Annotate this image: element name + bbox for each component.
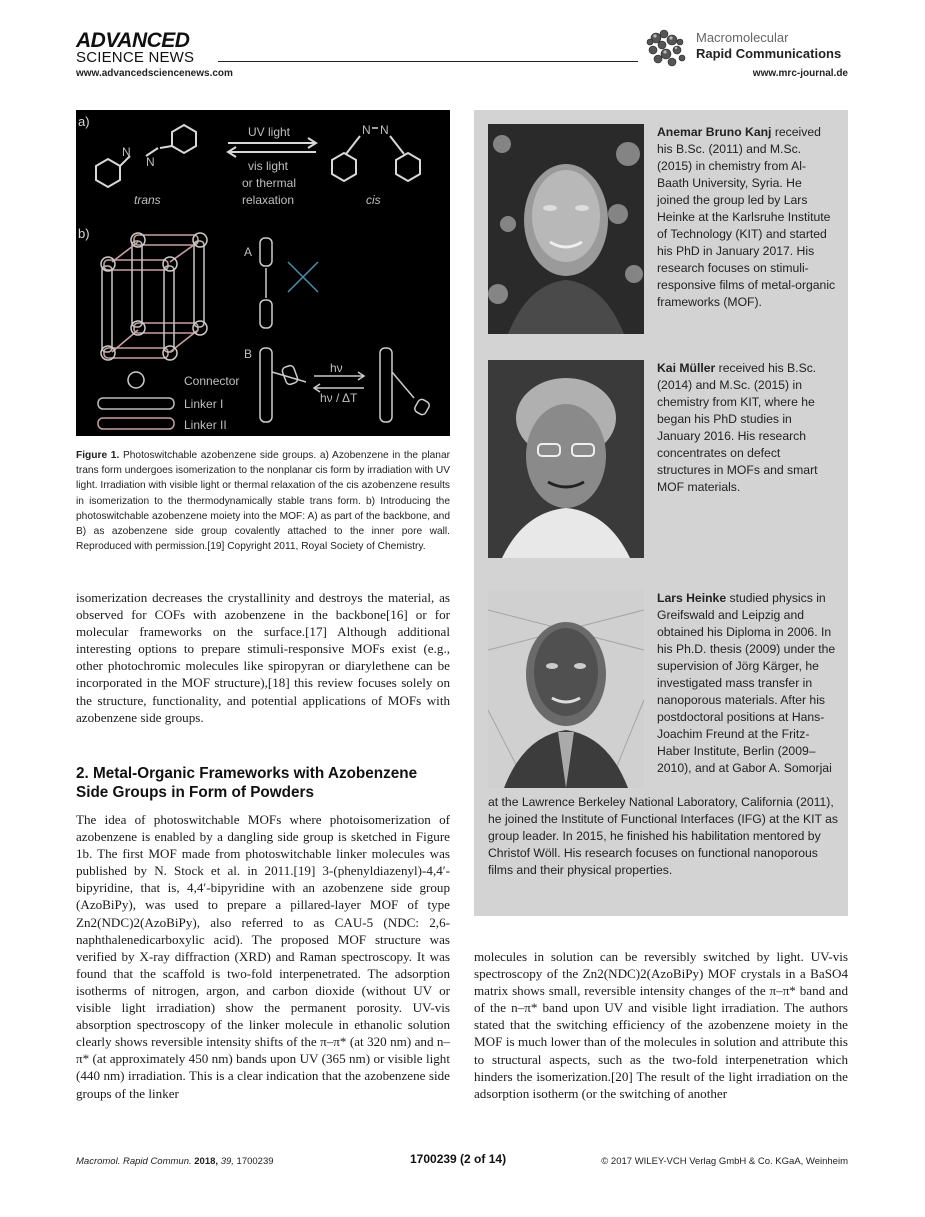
footer-citation-volume: 39, — [220, 1156, 234, 1167]
hv-label: hν — [330, 361, 343, 375]
publisher-logo — [76, 30, 194, 65]
bio-heinke-continued: at the Lawrence Berkeley National Laboratory, California (2011), he joined the Institute of Functional Interfaces (IFG) at the KIT as group leader. In 2015, he finished his habilitation mentored by Christof Wöll. His research focuses on functional nanoporous films and their physical properties. — [488, 795, 839, 877]
bio-kanj-text: received his B.Sc. (2011) and M.Sc. (2015) in chemistry from Al-Baath University, Syria. He joined the group led by Lars Heinke at the Karlsruhe Institute of Technology (KIT) and started his PhD in January 2017. His research focuses on stimuli-responsive films of metal-organic frameworks (MOF). — [657, 125, 836, 309]
footer-copyright: © 2017 WILEY-VCH Verlag GmbH & Co. KGaA, Weinheim — [601, 1156, 848, 1167]
legend-linker2: Linker II — [184, 418, 227, 432]
figure-1 — [76, 110, 450, 436]
relaxation-label: relaxation — [242, 193, 295, 207]
figure-1-caption-text: Photoswitchable azobenzene side groups. a) Azobenzene in the planar trans form undergoes isomerization to the nonplanar cis form by irradiation with UV light. Irradiation with visible light or thermal relaxation of the cis azobenzene results in isomerization to the thermodynamically stable trans form. b) Introducing the photoswitchable azobenzene moiety into the MOF: A) as part of the backbone, and B) as azobenzene side group covalently attached to the inner pore wall. Reproduced with permission.[19] Copyright 2011, Royal Society of Chemistry. — [76, 450, 450, 553]
label-B: B — [244, 347, 253, 361]
author-photo-kanj — [488, 124, 644, 334]
footer-citation-journal: Macromol. Rapid Commun. — [76, 1156, 192, 1167]
author-biographies-box — [474, 110, 848, 916]
journal-molecule-logo-icon — [644, 28, 692, 70]
footer-citation-year: 2018, — [194, 1156, 219, 1167]
figure-1-caption — [76, 448, 450, 554]
cis-label: cis — [366, 193, 381, 207]
bio-mueller-text: received his B.Sc. (2014) and M.Sc. (2015) in chemistry from KIT, where he began his PhD studies in January 2016. His research concentrates on defect structures in MOFs and smart MOF materials. — [657, 361, 818, 494]
azo-n1: N — [122, 145, 131, 159]
figure-panel-b-label: b) — [78, 226, 90, 241]
bio-kanj-name: Anemar Bruno Kanj — [657, 125, 772, 139]
legend-connector: Connector — [184, 374, 240, 388]
journal-url[interactable]: www.mrc-journal.de — [752, 68, 848, 79]
cis-azo-n2: N — [380, 123, 389, 137]
journal-title-line2: Rapid Communications — [696, 46, 842, 62]
journal-title — [696, 30, 841, 63]
or-thermal-label: or thermal — [242, 176, 297, 190]
uv-light-label: UV light — [248, 125, 291, 139]
publisher-logo-line2: SCIENCE NEWS — [76, 49, 195, 66]
author-photo-heinke — [488, 590, 644, 788]
legend-linker1: Linker I — [184, 397, 224, 411]
publisher-url[interactable]: www.advancedsciencenews.com — [76, 68, 233, 79]
author-photo-mueller — [488, 360, 644, 558]
vis-light-label: vis light — [248, 159, 289, 173]
publisher-logo-line1: ADVANCED — [76, 29, 190, 52]
label-A: A — [244, 245, 253, 259]
section-2-heading: 2. Metal-Organic Frameworks with Azobenzene Side Groups in Form of Powders — [76, 765, 418, 801]
body-paragraph-1: isomerization decreases the crystallinity and destroys the material, as observed for COFs with azobenzene in the backbone[16] or for molecular frameworks on the surface.[17] Although additional interesting options to prepare stimuli-responsive MOFs exist (e.g., other photochromic molecules like spiropyran or diarylethene can be incorporated in the MOF structure),[18] this review focuses solely on the structure, functionality, and potential applications of MOFs with azobenzene side groups. — [76, 590, 450, 725]
journal-title-line1: Macromolecular — [696, 30, 789, 45]
bio-mueller-name: Kai Müller — [657, 361, 716, 375]
footer-citation-id: 1700239 — [236, 1156, 274, 1167]
azo-n2: N — [146, 155, 155, 169]
trans-label: trans — [134, 193, 161, 207]
footer-citation — [76, 1156, 274, 1167]
figure-panel-a-label: a) — [78, 114, 90, 129]
bio-mueller — [657, 360, 837, 496]
cis-azo-n1: N — [362, 123, 371, 137]
bio-kanj — [657, 124, 837, 311]
body-paragraph-2: The idea of photoswitchable MOFs where photoisomerization of azobenzene is enabled by a dangling side group is sketched in Figure 1b. The first MOF made from photoswitchable linker molecules was published by N. Stock et al. in 2011.[19] 3-(phenyldiazenyl)-4,4′-bipyridine, that is, 4,4′-bipyridine with an azobenzene side group (AzoBiPy), was used to prepare a pillared-layer MOF of type Zn2(NDC)2(AzoBiPy), also referred to as CAU-5 (NDC: 2,6-naphthalenedicarboxylic acid). The proposed MOF structure was verified by X-ray diffraction (XRD) and Raman spectroscopy. It was found that the scaffold is two-fold interpenetrated. The adsorption isotherms of nitrogen, argon, and carbon dioxide (without UV or visible light irradiation) show the permanent porosity. UV-vis absorption spectroscopy of the linker molecule in ethanolic solution clearly shows reversible intensity shifts of the π–π* (at 320 nm) and n–π* (at approximately 450 nm) bands upon UV (365 nm) or visible light (440 nm) irradiation. This is a clear indication that the azobenzene side groups of the linker — [76, 812, 450, 1101]
bio-heinke — [657, 590, 837, 777]
body-paragraph-3: molecules in solution can be reversibly switched by light. UV-vis spectroscopy of the Zn2(NDC)2(AzoBiPy) MOF crystals in a BaSO4 matrix shows small, reversible intensity changes of the π–π* band and of the n–π* band upon UV and visible light irradiation. The authors stated that the switching efficiency of the azobenzene moiety in the MOF is much lower than of the molecules in solution and attribute this to structural aspects, such as the two-fold interpenetration which hinders the isomerization.[20] The result of the light irradiation on the adsorption isotherm (or the switching of another — [474, 949, 848, 1101]
footer-page-number: 1700239 (2 of 14) — [410, 1152, 507, 1166]
hv-dt-label: hν / ΔT — [320, 391, 358, 405]
header-rule — [218, 61, 638, 62]
figure-1-graphic — [76, 110, 450, 436]
figure-1-caption-label: Figure 1. — [76, 450, 120, 461]
bio-heinke-text: studied physics in Greifswald and Leipzig and obtained his Diploma in 2006. In his Ph.D. thesis (2009) under the supervision of Jörg Kärger, he investigated mass transfer in nanoporous materials. After his postdoctoral positions at Hans-Joachim Freund at the Fritz-Haber Institute, Berlin (2009–2010), and at Gabor A. Somorjai — [657, 591, 836, 775]
bio-heinke-name: Lars Heinke — [657, 591, 727, 605]
